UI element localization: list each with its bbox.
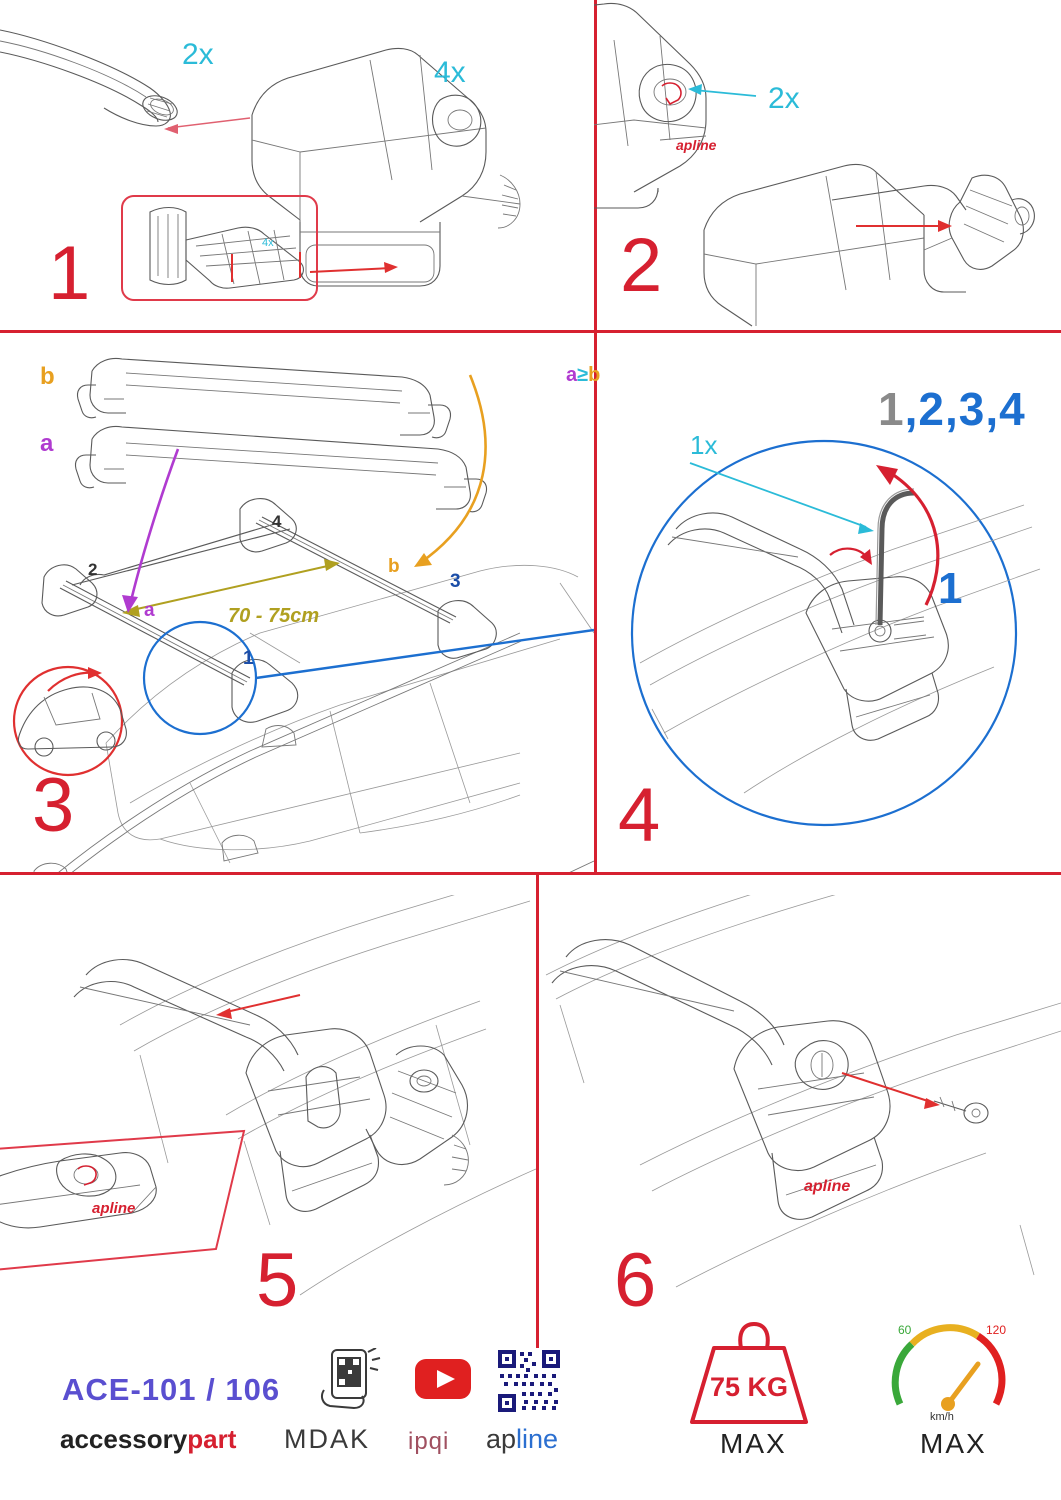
brand-ipqi: ipqi bbox=[408, 1428, 450, 1455]
svg-text:120: 120 bbox=[986, 1323, 1007, 1337]
speed-gauge-icon bbox=[886, 1312, 1016, 1422]
brand-line-text: line bbox=[516, 1424, 559, 1454]
step3-bar-a-label: a bbox=[40, 430, 54, 457]
step3-marker-4: 4 bbox=[272, 512, 282, 531]
step2-illustration bbox=[594, 0, 1061, 330]
svg-text:km/h: km/h bbox=[930, 1411, 954, 1422]
model-code: ACE-101 / 106 bbox=[62, 1372, 281, 1407]
step-1-number: 1 bbox=[48, 231, 92, 316]
condition-a: a bbox=[566, 364, 578, 386]
step3-marker-2: 2 bbox=[88, 560, 98, 579]
step3-pos-b-label: b bbox=[388, 556, 400, 577]
step3-pos-a-label: a bbox=[144, 600, 155, 621]
sequence-rest: ,2,3,4 bbox=[904, 383, 1026, 435]
step3-marker-3: 3 bbox=[450, 571, 461, 592]
weight-max-label: MAX bbox=[720, 1428, 787, 1459]
step4-tool-qty: 1x bbox=[690, 430, 718, 460]
condition-ge: ≥ bbox=[577, 364, 589, 386]
phone-scan-icon bbox=[318, 1348, 386, 1414]
step-6-number: 6 bbox=[614, 1238, 658, 1323]
svg-text:apline: apline bbox=[92, 1200, 136, 1217]
divider-row2 bbox=[0, 872, 1061, 875]
step3-distance-label: 70 - 75cm bbox=[228, 605, 320, 627]
step4-sequence bbox=[878, 382, 1026, 436]
youtube-icon[interactable] bbox=[414, 1358, 472, 1400]
weight-value: 75 KG bbox=[710, 1372, 789, 1402]
svg-text:apline: apline bbox=[676, 137, 717, 153]
step2-lock-qty: 2x bbox=[768, 82, 800, 115]
step-2-number: 2 bbox=[620, 223, 664, 308]
svg-text:apline: apline bbox=[804, 1178, 851, 1195]
step6-illustration bbox=[536, 895, 1061, 1295]
step3-marker-1: 1 bbox=[243, 648, 254, 669]
sequence-first: 1 bbox=[878, 383, 905, 435]
condition-b: b bbox=[588, 364, 601, 386]
svg-text:60: 60 bbox=[898, 1323, 912, 1337]
step3-illustration bbox=[0, 333, 594, 872]
step4-torque-one: 1 bbox=[938, 564, 963, 613]
step-4-number: 4 bbox=[618, 773, 662, 858]
brand-part-text: part bbox=[187, 1424, 237, 1454]
brand-ap-text: ap bbox=[486, 1424, 517, 1454]
step-3-number: 3 bbox=[32, 763, 76, 848]
step1-bar-qty: 2x bbox=[182, 38, 214, 71]
step4-condition bbox=[566, 364, 600, 387]
svg-text:4x: 4x bbox=[262, 237, 274, 249]
brand-accessorypart bbox=[60, 1424, 236, 1455]
speed-max-label: MAX bbox=[920, 1428, 987, 1459]
qr-code-icon bbox=[496, 1348, 562, 1414]
brand-apline bbox=[486, 1424, 558, 1455]
step1-foot-qty: 4x bbox=[434, 56, 466, 89]
brand-mdak: MDAK bbox=[284, 1424, 371, 1454]
step3-bar-b-label: b bbox=[40, 363, 55, 390]
brand-accessory-text: accessory bbox=[60, 1424, 188, 1454]
step-5-number: 5 bbox=[256, 1238, 300, 1323]
